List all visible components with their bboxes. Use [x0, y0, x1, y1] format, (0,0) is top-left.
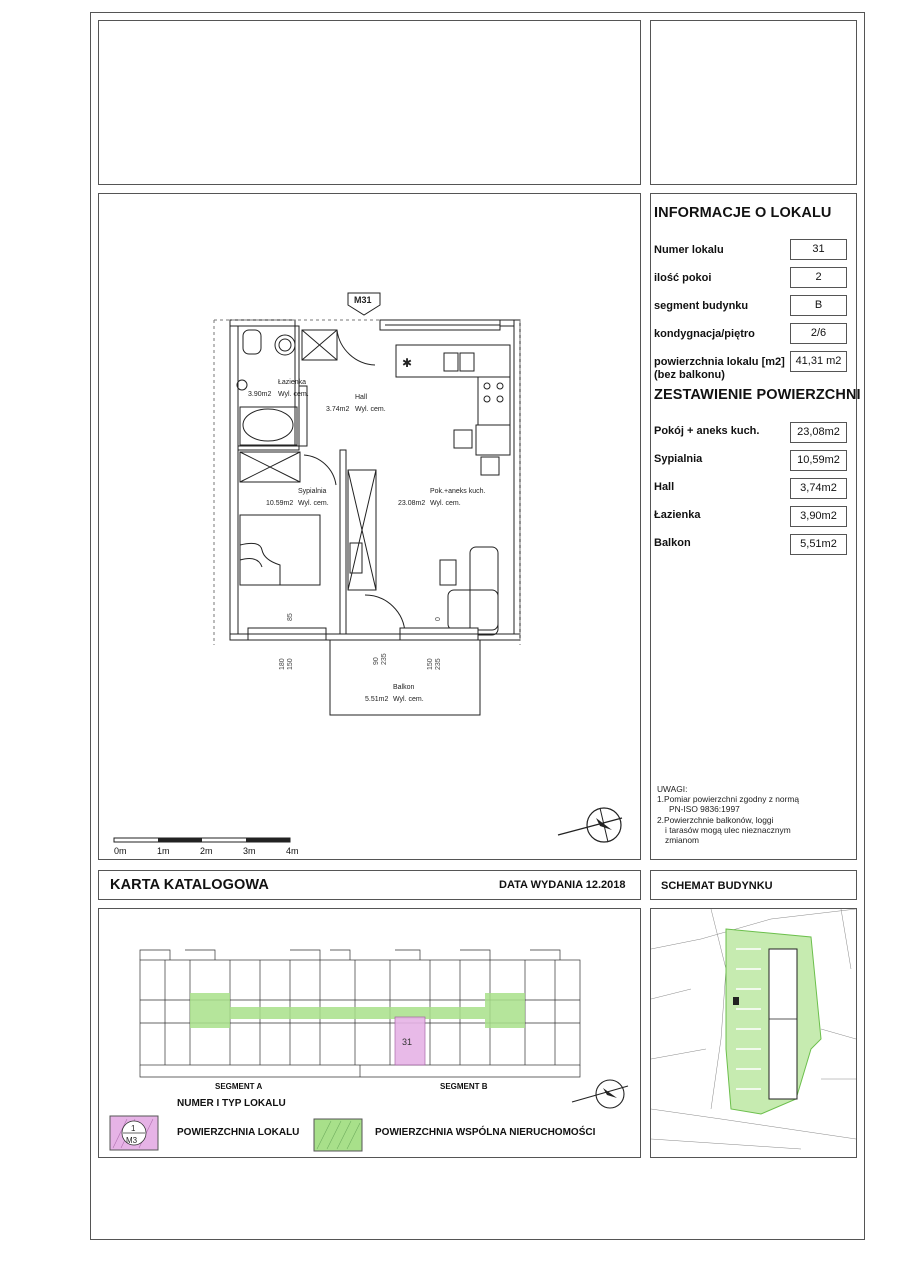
- legend-common-area: POWIERZCHNIA WSPÓLNA NIERUCHOMOŚCI: [375, 1127, 596, 1138]
- summary-value-bathroom: 3,90m2: [790, 506, 847, 527]
- building-north-arrow-icon: [570, 1072, 630, 1117]
- summary-title: ZESTAWIENIE POWIERZCHNI: [654, 387, 861, 403]
- building-plan-drawing: [130, 945, 590, 1095]
- scale-label-0: 0m: [114, 846, 127, 856]
- summary-label-balcony: Balkon: [654, 537, 691, 549]
- bath-name: Łazienka: [278, 379, 307, 386]
- dim-1: 85: [287, 613, 294, 621]
- info-label-floor: kondygnacja/piętro: [654, 328, 755, 340]
- info-label-area: powierzchnia lokalu [m2]: [654, 356, 785, 368]
- living-area: 23.08m2: [398, 500, 426, 507]
- scale-label-1: 1m: [157, 846, 170, 856]
- summary-value-hall: 3,74m2: [790, 478, 847, 499]
- notes-line-1: 1.Pomiar powierzchni zgodny z normą: [657, 794, 799, 805]
- info-title: INFORMACJE O LOKALU: [654, 205, 832, 221]
- notes-line-5: zmianom: [665, 835, 699, 846]
- notes-title: UWAGI:: [657, 784, 688, 794]
- top-right-panel: [650, 20, 857, 185]
- floor-plan-drawing: [200, 285, 530, 725]
- info-label-area-note: (bez balkonu): [654, 369, 725, 381]
- legend-icon-type: M3: [126, 1136, 138, 1145]
- bed-name: Sypialnia: [298, 488, 327, 495]
- summary-value-balcony: 5,51m2: [790, 534, 847, 555]
- notes-line-4: i tarasów mogą ulec nieznacznym: [665, 824, 791, 835]
- dim-4: 150: [287, 658, 294, 670]
- hall-floor: Wyl. cem.: [355, 406, 386, 413]
- segment-a-label: SEGMENT A: [215, 1082, 263, 1091]
- info-value-number: 31: [790, 239, 847, 260]
- segment-b-label: SEGMENT B: [440, 1082, 488, 1091]
- info-value-rooms: 2: [790, 267, 847, 288]
- top-left-panel: [98, 20, 641, 185]
- unit-tag: 31: [402, 1037, 413, 1047]
- info-value-floor: 2/6: [790, 323, 847, 344]
- scale-label-2: 2m: [200, 846, 213, 856]
- summary-label-bathroom: Łazienka: [654, 509, 701, 521]
- summary-label-hall: Hall: [654, 481, 675, 493]
- dim-5: 90: [373, 657, 380, 665]
- footer-title: KARTA KATALOGOWA: [110, 877, 269, 893]
- north-arrow-icon: [556, 800, 626, 855]
- bath-floor: Wyl. cem.: [278, 391, 309, 398]
- balcony-name: Balkon: [393, 684, 415, 691]
- notes-line-3: 2.Powierzchnie balkonów, loggi: [657, 814, 774, 825]
- notes: [657, 784, 799, 845]
- legend-common-icon: [313, 1118, 363, 1152]
- info-value-segment: B: [790, 295, 847, 316]
- dim-2: 0: [435, 617, 442, 621]
- dim-6: 235: [381, 653, 388, 665]
- summary-value-living: 23,08m2: [790, 422, 847, 443]
- hall-area: 3.74m2: [326, 406, 350, 413]
- bed-floor: Wyl. cem.: [298, 500, 329, 507]
- dim-3: 180: [279, 658, 286, 670]
- summary-label-bedroom: Sypialnia: [654, 453, 703, 465]
- legend-unit-icon: [109, 1115, 159, 1151]
- bed-area: 10.59m2: [266, 500, 294, 507]
- info-label-rooms: ilość pokoi: [654, 272, 712, 284]
- dim-7: 150: [427, 658, 434, 670]
- issue-date: DATA WYDANIA 12.2018: [499, 879, 626, 891]
- info-label-segment: segment budynku: [654, 300, 749, 312]
- svg-text:✱: ✱: [402, 356, 413, 370]
- balcony-floor: Wyl. cem.: [393, 696, 424, 703]
- dim-8: 235: [435, 658, 442, 670]
- legend-number-type: NUMER I TYP LOKALU: [177, 1098, 286, 1109]
- summary-value-bedroom: 10,59m2: [790, 450, 847, 471]
- legend-icon-number: 1: [131, 1124, 136, 1133]
- plan-marker: M31: [354, 295, 372, 305]
- notes-line-2: PN-ISO 9836:1997: [669, 804, 740, 815]
- scale-label-4: 4m: [286, 846, 299, 856]
- scale-label-3: 3m: [243, 846, 256, 856]
- info-label-number: Numer lokalu: [654, 244, 724, 256]
- balcony-area: 5.51m2: [365, 696, 389, 703]
- summary-label-living: Pokój + aneks kuch.: [654, 425, 760, 437]
- scale-bar: [112, 836, 302, 846]
- bath-area: 3.90m2: [248, 391, 272, 398]
- schema-title: SCHEMAT BUDYNKU: [661, 880, 773, 892]
- legend-unit-area: POWIERZCHNIA LOKALU: [177, 1127, 300, 1138]
- living-floor: Wyl. cem.: [430, 500, 461, 507]
- living-name: Pok.+aneks kuch.: [430, 488, 486, 495]
- site-map-drawing: [651, 909, 856, 1157]
- info-value-area: 41,31 m2: [790, 351, 847, 372]
- hall-name: Hall: [355, 394, 368, 401]
